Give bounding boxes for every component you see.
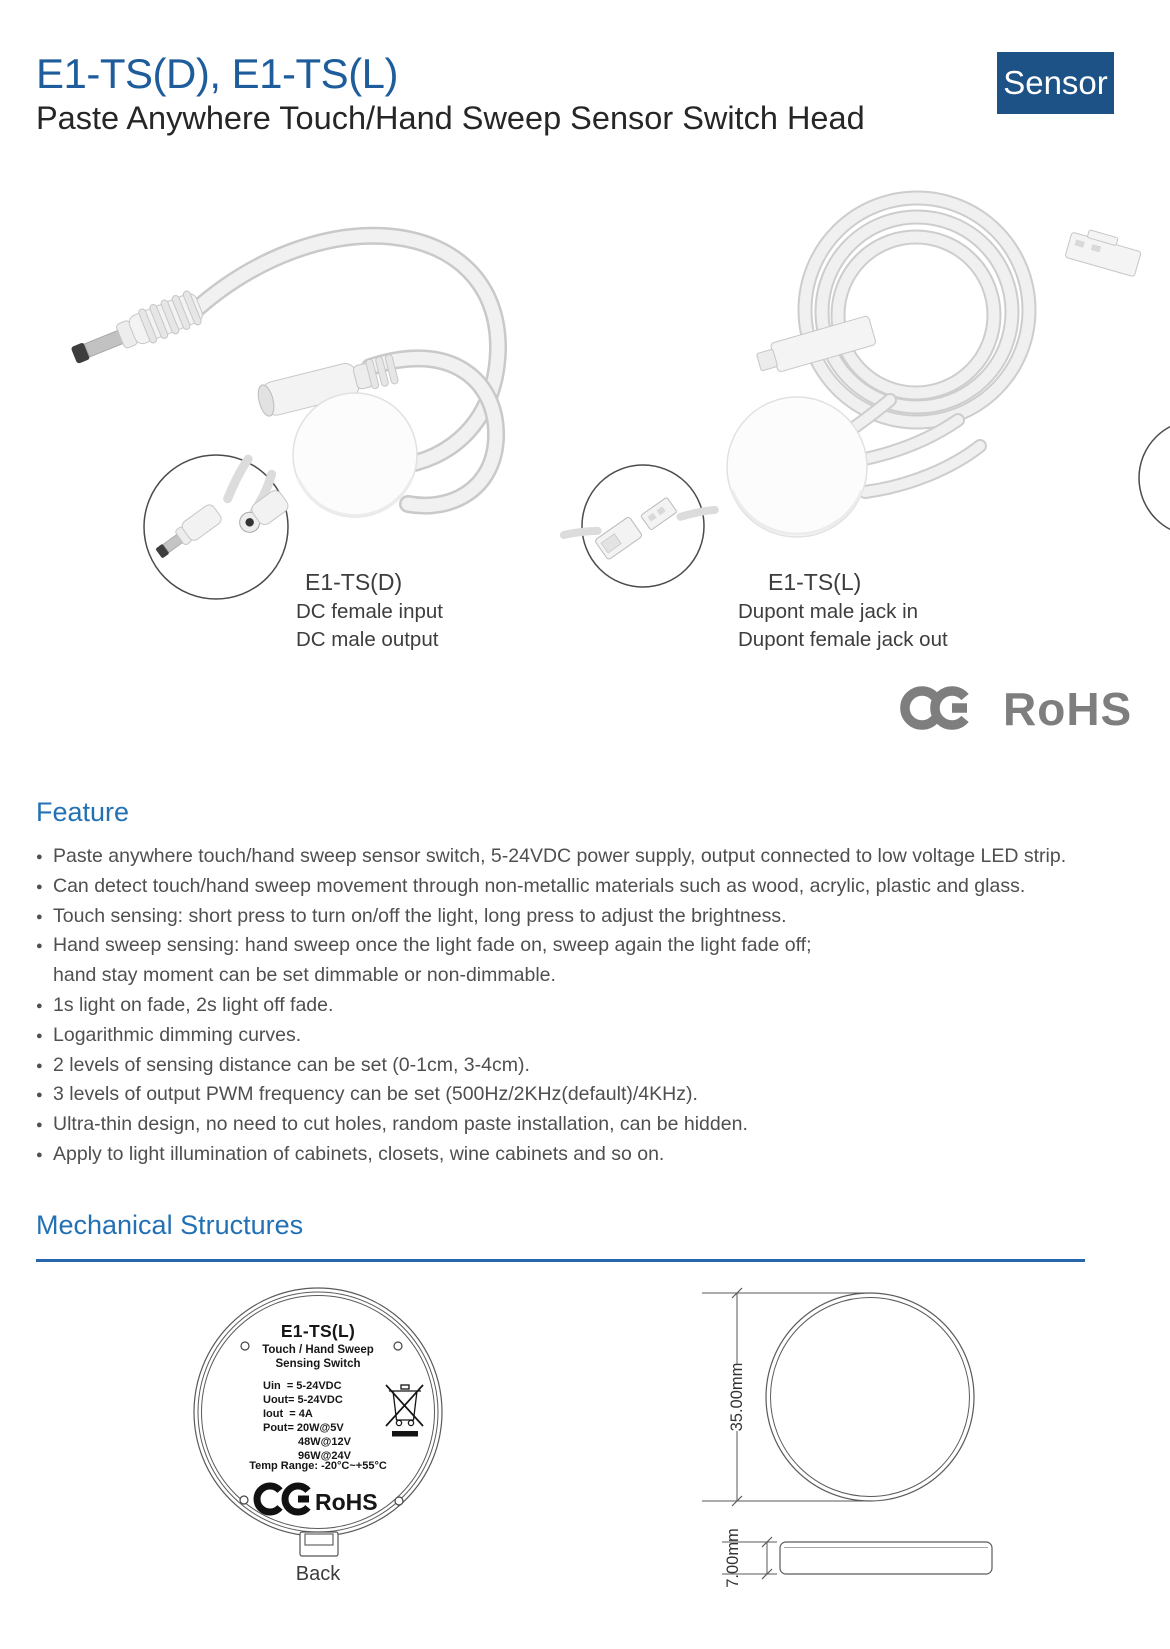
- product-photo-e1tsl: [560, 160, 1170, 660]
- sensor-badge: Sensor: [997, 52, 1114, 114]
- plate-specs: [263, 1379, 351, 1463]
- plate-spec-uin: Uin = 5-24VDC: [263, 1380, 342, 1392]
- dc-male-connector: [67, 288, 206, 372]
- plate-spec-pout-12v: 48W@12V: [298, 1436, 351, 1448]
- page-subtitle: Paste Anywhere Touch/Hand Sweep Sensor Switch Head: [36, 100, 865, 136]
- feature-heading: Feature: [36, 797, 130, 827]
- coiled-cable: [805, 198, 1029, 422]
- plate-temp-range: Temp Range: -20°C~+55°C: [249, 1460, 387, 1472]
- feature-item: ● Logarithmic dimming curves.: [36, 1021, 1146, 1051]
- mechanical-heading: Mechanical Structures: [36, 1210, 304, 1240]
- feature-item-continuation: hand stay moment can be set dimmable or non-dimmable.: [53, 964, 556, 987]
- plate-spec-pout: Pout= 20W@5V: [263, 1422, 344, 1434]
- feature-item: ● Ultra-thin design, no need to cut holes, random paste installation, can be hidden.: [36, 1110, 1146, 1140]
- connector-inset-circle: [144, 453, 294, 599]
- section-divider: [36, 1259, 1085, 1262]
- feature-list: [36, 842, 1146, 1170]
- plate-subtitle-2: Sensing Switch: [275, 1358, 361, 1370]
- plate-model: E1-TS(L): [280, 1321, 356, 1341]
- ce-mark-icon: [900, 685, 974, 731]
- feature-item: ● Apply to light illumination of cabinets, closets, wine cabinets and so on.: [36, 1140, 1146, 1170]
- feature-item: ● Can detect touch/hand sweep movement through non-metallic materials such as wood, acrylic, plastic and glass.: [36, 872, 1146, 902]
- diameter-dimension-label: 35.00mm: [728, 1362, 746, 1432]
- feature-item: ● 1s light on fade, 2s light off fade.: [36, 991, 1146, 1021]
- edge-inset-circle: [1139, 420, 1170, 536]
- product-desc-left-1: DC female input: [296, 600, 443, 623]
- plate-spec-iout: Iout = 4A: [263, 1408, 313, 1420]
- product-name-right: E1-TS(L): [768, 569, 862, 595]
- connector-inset-circle: [564, 456, 715, 589]
- rohs-mark: RoHS: [1003, 683, 1133, 735]
- feature-item: ● 2 levels of sensing distance can be set (0-1cm, 3-4cm).: [36, 1051, 1146, 1081]
- product-name-left: E1-TS(D): [305, 569, 403, 595]
- back-view-caption: Back: [295, 1563, 341, 1585]
- product-photo-e1tsd: [30, 160, 560, 660]
- product-desc-right-2: Dupont female jack out: [738, 628, 948, 651]
- feature-item: ● Paste anywhere touch/hand sweep sensor switch, 5-24VDC power supply, output connected to low voltage LED strip.: [36, 842, 1146, 872]
- plate-spec-uout: Uout= 5-24VDC: [263, 1394, 343, 1406]
- page-title: E1-TS(D), E1-TS(L): [36, 50, 399, 97]
- plate-rohs-mark: RoHS: [315, 1489, 378, 1515]
- dupont-connector-top: [1065, 225, 1143, 277]
- feature-item: ● Touch sensing: short press to turn on/off the light, long press to adjust the brightness.: [36, 902, 1146, 932]
- thickness-dimension-label: 7.00mm: [724, 1528, 742, 1588]
- plate-subtitle-1: Touch / Hand Sweep: [262, 1344, 374, 1356]
- feature-item: ● 3 levels of output PWM frequency can be set (500Hz/2KHz(default)/4KHz).: [36, 1080, 1146, 1110]
- plate-spec-pout-24v: 96W@24V: [298, 1450, 351, 1462]
- dimension-drawing: [680, 1280, 1110, 1610]
- product-desc-right-1: Dupont male jack in: [738, 600, 919, 623]
- product-desc-left-2: DC male output: [296, 628, 439, 651]
- plate-ce-mark-icon: [253, 1481, 315, 1517]
- feature-item: ● Hand sweep sensing: hand sweep once the light fade on, sweep again the light fade off;: [36, 931, 1146, 961]
